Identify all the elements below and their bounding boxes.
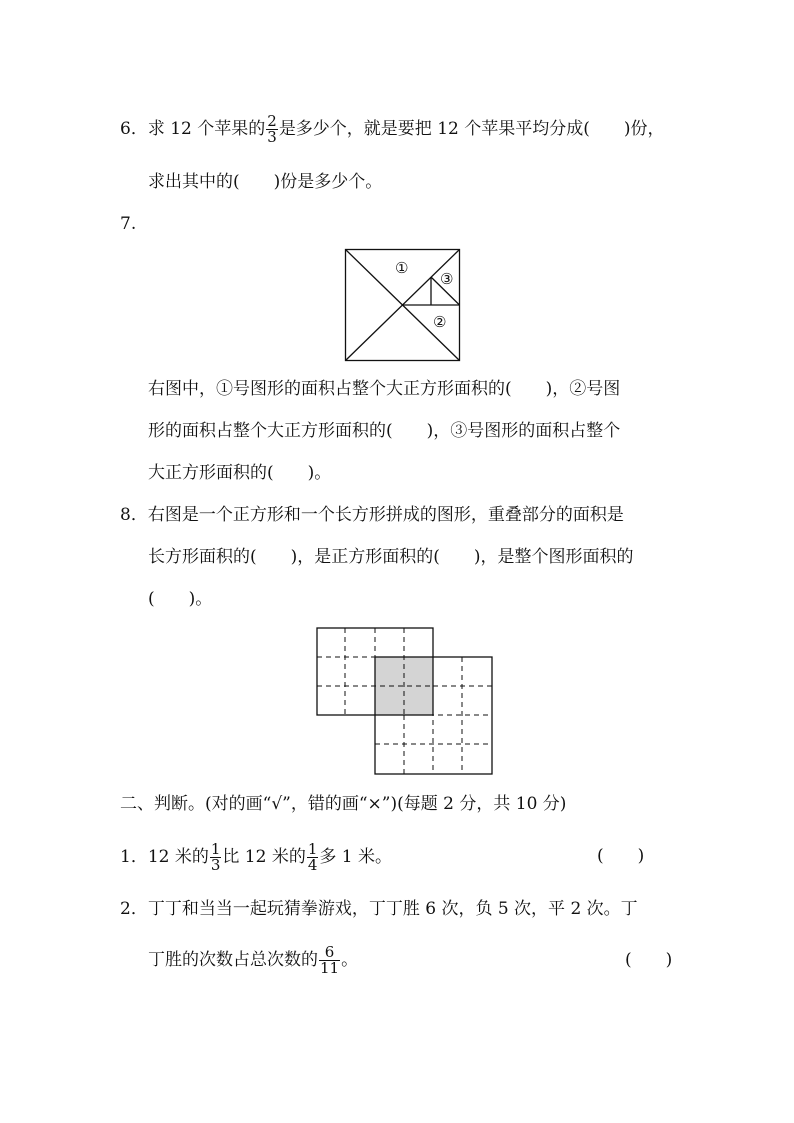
- q7-label-three: ③: [440, 270, 454, 288]
- judge1-fraction-b: $\frac{1}{4}$: [307, 840, 318, 874]
- q8-line-1: 8．右图是一个正方形和一个长方形拼成的图形，重叠部分的面积是: [120, 505, 624, 525]
- section2-heading: 二、判断。(对的画“√”，错的画“×”)(每题 2 分，共 10 分): [120, 794, 567, 814]
- judge1-fraction-a: $\frac{1}{3}$: [210, 840, 221, 874]
- q7-line-1: 右图中，①号图形的面积占整个大正方形面积的( )，②号图: [148, 379, 621, 399]
- judge1-answer-blank[interactable]: ( ): [597, 846, 645, 866]
- judge-item-2-line-2: 丁胜的次数占总次数的 $\frac{6}{11}$ 。: [148, 943, 359, 977]
- q8-line-3: ( )。: [148, 589, 213, 609]
- judge2-fraction: $\frac{6}{11}$: [320, 943, 340, 977]
- q7-label-two: ②: [433, 313, 447, 331]
- q8-line-2: 长方形面积的( )，是正方形面积的( )，是整个图形面积的: [148, 547, 634, 567]
- q7-number: 7.: [120, 214, 137, 234]
- judge2-answer-blank[interactable]: ( ): [625, 950, 673, 970]
- q6-line-2: 求出其中的( )份是多少个。: [148, 172, 383, 192]
- judge-item-2-line-1: 2．丁丁和当当一起玩猜拳游戏，丁丁胜 6 次，负 5 次，平 2 次。丁: [120, 899, 638, 919]
- q7-square-figure: [345, 249, 460, 361]
- q7-label-one: ①: [395, 259, 409, 277]
- q7-line-3: 大正方形面积的( )。: [148, 463, 332, 483]
- q6-line-1: 6．求 12 个苹果的 $\frac{2}{3}$ 是多少个，就是要把 12 个苹果平均分成( )份，: [120, 112, 665, 146]
- q7-line-2: 形的面积占整个大正方形面积的( )，③号图形的面积占整个: [148, 421, 621, 441]
- judge-item-1: 1．12 米的 $\frac{1}{3}$ 比 12 米的 $\frac{1}{4}$ 多 1 米。: [120, 840, 393, 874]
- q6-fraction: $\frac{2}{3}$: [267, 112, 277, 146]
- q8-overlap-figure: [316, 627, 494, 775]
